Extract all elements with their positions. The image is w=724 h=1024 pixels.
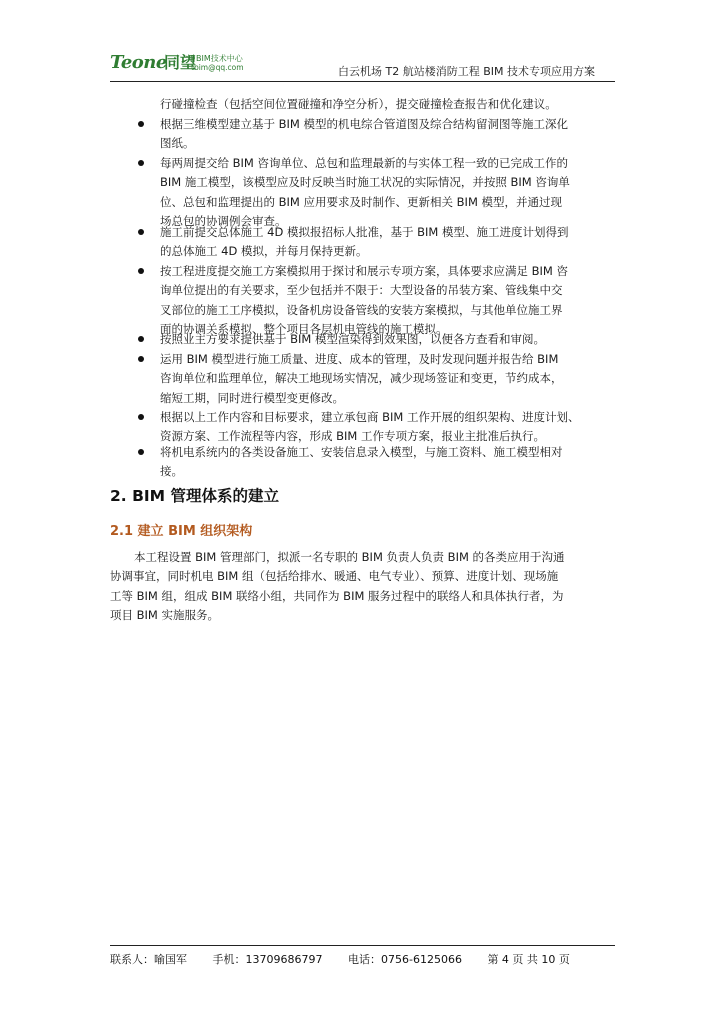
bullet-text-line: 按工程进度提交施工方案模拟用于探讨和展示专项方案，具体要求应满足 BIM 咨: [160, 264, 569, 278]
bullet-icon: [138, 121, 144, 127]
bullet-text-line: 将机电系统内的各类设备施工、安装信息录入模型，与施工资料、施工模型相对: [160, 445, 563, 459]
company-logo: Teone: [110, 52, 167, 73]
continued-line: 行碰撞检查（包括空间位置碰撞和净空分析），提交碰撞检查报告和优化建议。: [160, 97, 557, 111]
bullet-text-line: 每两周提交给 BIM 咨询单位、总包和监理最新的与实体工程一致的已完成工作的: [160, 156, 569, 170]
bullet-icon: [138, 229, 144, 235]
bullet-text-line: 根据三维模型建立基于 BIM 模型的机电综合管道图及综合结构留洞图等施工深化: [160, 117, 569, 131]
bullet-text-line: 询单位提出的有关要求，至少包括并不限于：大型设备的吊装方案、管线集中交: [160, 283, 563, 298]
bullet-text-line: 按照业主方要求提供基于 BIM 模型渲染得到效果图，以便各方查看和审阅。: [160, 332, 546, 346]
page-footer: [110, 951, 592, 967]
page-header: [110, 50, 615, 80]
bullet-text-line: 位、总包和监理提出的 BIM 应用要求及时制作、更新相关 BIM 模型，并通过现: [160, 194, 563, 209]
bullet-text-line: 图纸。: [160, 136, 195, 151]
bullet-text-line: 场总包的协调例会审查。: [160, 213, 287, 228]
paragraph-line: 协调事宜，同时机电 BIM 组（包括给排水、暖通、电气专业）、预算、进度计划、现场施: [110, 569, 559, 584]
bullet-text-line: BIM 施工模型，该模型应及时反映当时施工状况的实际情况，并按照 BIM 咨询单: [160, 175, 570, 190]
subsection-heading: 2.1 建立 BIM 组织架构: [110, 524, 253, 539]
footer-mobile: 手机：13709686797: [212, 953, 323, 966]
logo-subtitle: ®BIM技术中心: [188, 54, 243, 63]
paragraph-line: 本工程设置 BIM 管理部门，拟派一名专职的 BIM 负责人负责 BIM 的各类应用于沟通: [134, 550, 565, 564]
logo-email: tbim@qq.com: [191, 63, 244, 72]
document-title: 白云机场 T2 航站楼消防工程 BIM 技术专项应用方案: [338, 65, 595, 78]
paragraph-line: 项目 BIM 实施服务。: [110, 607, 220, 622]
bullet-text-line: 缩短工期，同时进行模型变更修改。: [160, 390, 344, 405]
bullet-text-line: 接。: [160, 464, 183, 479]
bullet-text-line: 面的协调关系模拟、整个项目各层机电管线的施工模拟。: [160, 321, 448, 336]
company-logo-cn: 同望: [164, 53, 197, 72]
bullet-text-line: 施工前提交总体施工 4D 模拟报招标人批准，基于 BIM 模型、施工进度计划得到: [160, 225, 569, 239]
footer-phone: 电话：0756-6125066: [347, 953, 462, 966]
paragraph-line: 工等 BIM 组，组成 BIM 联络小组，共同作为 BIM 服务过程中的联络人和具体执行者，为: [110, 588, 564, 603]
bullet-text-line: 根据以上工作内容和目标要求，建立承包商 BIM 工作开展的组织架构、进度计划、: [160, 410, 580, 424]
footer-page-number: 第 4 页 共 10 页: [487, 953, 570, 966]
header-rule: [110, 81, 615, 82]
bullet-text-line: 咨询单位和监理单位，解决工地现场实情况，减少现场签证和变更，节约成本，: [160, 371, 563, 386]
footer-rule: [110, 945, 615, 946]
bullet-icon: [138, 449, 144, 455]
bullet-icon: [138, 356, 144, 362]
section-heading: 2. BIM 管理体系的建立: [110, 487, 279, 505]
bullet-text-line: 叉部位的施工工序模拟，设备机房设备管线的安装方案模拟，与其他单位施工界: [160, 302, 563, 317]
bullet-text-line: 运用 BIM 模型进行施工质量、进度、成本的管理，及时发现问题并报告给 BIM: [160, 352, 559, 366]
bullet-icon: [138, 268, 144, 274]
bullet-text-line: 资源方案、工作流程等内容，形成 BIM 工作专项方案，报业主批准后执行。: [160, 429, 546, 444]
bullet-icon: [138, 160, 144, 166]
bullet-icon: [138, 414, 144, 420]
footer-contact: 联系人：喻国军: [110, 953, 187, 966]
bullet-icon: [138, 336, 144, 342]
bullet-text-line: 的总体施工 4D 模拟，并每月保持更新。: [160, 244, 368, 259]
